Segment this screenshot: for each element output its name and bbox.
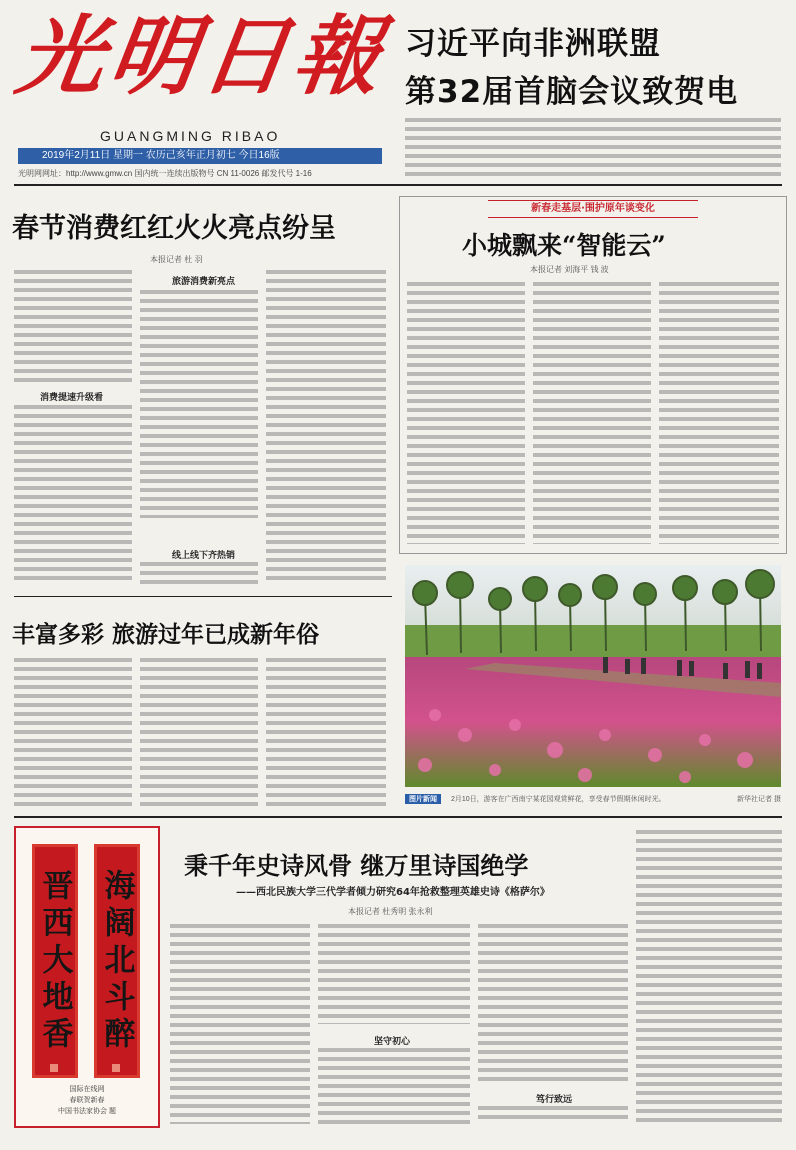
couplet-right-scroll: 海阔北斗醉 [94,844,140,1078]
couplet-note-line3: 中国书法家协会 题 [58,1108,116,1115]
epic-body-col1 [170,924,310,1124]
spring-byline: 本报记者 杜 羽 [150,255,203,264]
newspaper-logo: 光明日報 [10,6,394,107]
seal-stamp [50,1064,58,1072]
photo-news-tag: 图片新闻 [405,794,441,804]
epic-body-col2b [318,1048,470,1124]
photo-caption [405,794,781,806]
epic-byline: 本报记者 杜秀明 张永利 [348,907,433,916]
travel-body-col3 [266,658,386,808]
smart-cloud-headline[interactable]: 小城飘来“智能云” [462,231,666,260]
section-divider [14,596,392,597]
epic-headline[interactable]: 秉千年史诗风骨 继万里诗国绝学 [184,851,529,880]
spring-body-col3 [266,270,386,584]
seal-stamp [112,1064,120,1072]
epic-subhead-2: 笃行致远 [536,1095,573,1105]
side-body-col [636,830,782,1124]
travel-body-col1 [14,658,132,808]
cloud-byline: 本报记者 刘海平 钱 波 [530,265,609,274]
cloud-body-col1 [407,282,525,544]
travel-body-col2 [140,658,258,808]
flower-garden-photo[interactable] [405,565,781,787]
spring-body-col1b [14,405,132,583]
flower-garden-illustration [405,565,781,787]
epic-body-col2 [318,924,470,1024]
travel-headline[interactable]: 丰富多彩 旅游过年已成新年俗 [12,621,320,648]
lead-headline-line1: 习近平向非洲联盟 [405,26,661,62]
spring-subhead-2: 消费提速升级看 [40,393,104,403]
epic-subhead-1: 坚守初心 [374,1037,411,1047]
spring-body-col2b [140,562,258,584]
spring-subhead-3: 线上线下齐热销 [172,551,236,561]
cloud-kicker: 新春走基层·围护原年谈变化 [488,200,698,218]
epic-subtitle: ——西北民族大学三代学者倾力研究64年抢救整理英雄史诗《格萨尔》 [236,887,550,898]
section-divider [14,184,782,186]
lead-headline-line2: 第32届首脑会议致贺电 [405,74,739,110]
couplet-note [16,1084,158,1117]
epic-body-col3b [478,1106,628,1124]
couplet-left-scroll: 晋西大地香 [32,844,78,1078]
couplet-note-line2: 春联贺新春 [69,1097,105,1104]
lead-body-text [405,118,781,176]
cloud-body-col3 [659,282,779,544]
spring-body-col1 [14,270,132,385]
photo-caption-text: 2月10日，游客在广西南宁某花园观赏鲜花，享受春节假期休闲时光。 [450,796,666,803]
date-bar: 2019年2月11日 星期一 农历己亥年正月初七 今日16版 [18,148,382,164]
lead-headline[interactable] [405,20,738,116]
cloud-body-col2 [533,282,651,544]
couplet-note-line1: 国际在线网 [69,1086,105,1093]
masthead-pinyin: GUANGMING RIBAO [100,128,281,144]
epic-body-col3 [478,924,628,1084]
spring-couplet-panel [14,826,160,1128]
publication-info: 光明网网址：http://www.gmw.cn 国内统一连续出版物号 CN 11-0026 邮发代号 1-16 [18,169,312,178]
spring-consumption-headline[interactable]: 春节消费红红火火亮点纷呈 [12,213,336,244]
spring-subhead-1: 旅游消费新亮点 [172,277,236,287]
photo-credit: 新华社记者 摄 [737,796,781,803]
spring-body-col2 [140,290,258,518]
section-divider [14,816,782,818]
